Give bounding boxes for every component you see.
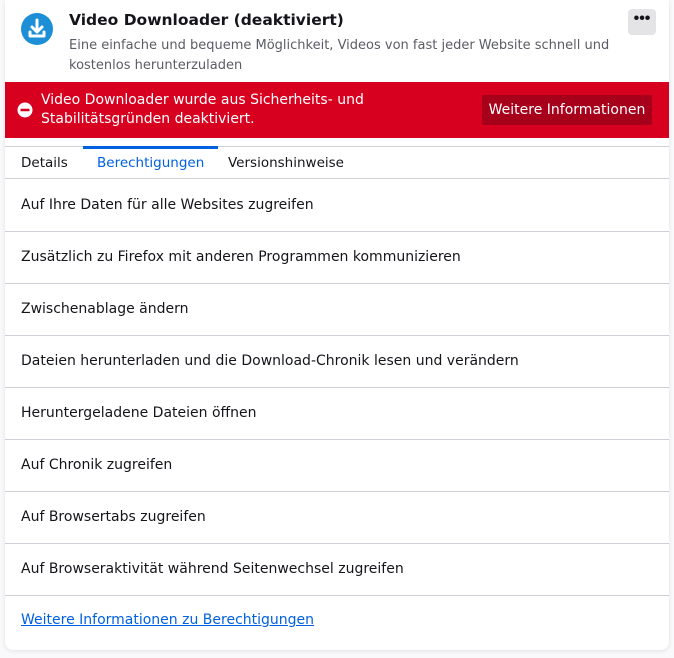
addon-title: Video Downloader (deaktiviert) — [69, 11, 344, 29]
blocked-icon — [17, 102, 33, 118]
permission-item: Zusätzlich zu Firefox mit anderen Programmen kommunizieren — [5, 232, 669, 284]
permission-item: Auf Browseraktivität während Seitenwechsel zugreifen — [5, 544, 669, 596]
permission-item: Heruntergeladene Dateien öffnen — [5, 388, 669, 440]
blocked-banner — [5, 82, 669, 138]
download-arrow-icon — [21, 13, 53, 45]
addon-description: Eine einfache und bequeme Möglichkeit, Videos von fast jeder Website schnell und kostenlos herunterzuladen — [69, 38, 610, 73]
tab-permissions[interactable]: Berechtigungen — [83, 146, 218, 179]
more-info-button[interactable]: Weitere Informationen — [482, 95, 652, 125]
tab-details[interactable]: Details — [21, 155, 68, 171]
permission-item: Auf Browsertabs zugreifen — [5, 492, 669, 544]
addon-header — [5, 0, 669, 82]
permission-item: Auf Ihre Daten für alle Websites zugreifen — [5, 180, 669, 232]
addon-card — [5, 0, 669, 650]
more-options-icon: ••• — [633, 10, 651, 27]
tab-bar — [5, 146, 669, 179]
permission-item: Zwischenablage ändern — [5, 284, 669, 336]
tab-release-notes[interactable]: Versionshinweise — [228, 155, 344, 171]
permission-list — [5, 180, 669, 596]
permissions-help-link[interactable]: Weitere Informationen zu Berechtigungen — [21, 612, 315, 628]
banner-message: Video Downloader wurde aus Sicherheits- und Stabilitätsgründen deaktiviert. — [41, 92, 364, 127]
permission-item: Auf Chronik zugreifen — [5, 440, 669, 492]
more-options-button[interactable] — [628, 9, 656, 35]
permission-item: Dateien herunterladen und die Download-Chronik lesen und verändern — [5, 336, 669, 388]
